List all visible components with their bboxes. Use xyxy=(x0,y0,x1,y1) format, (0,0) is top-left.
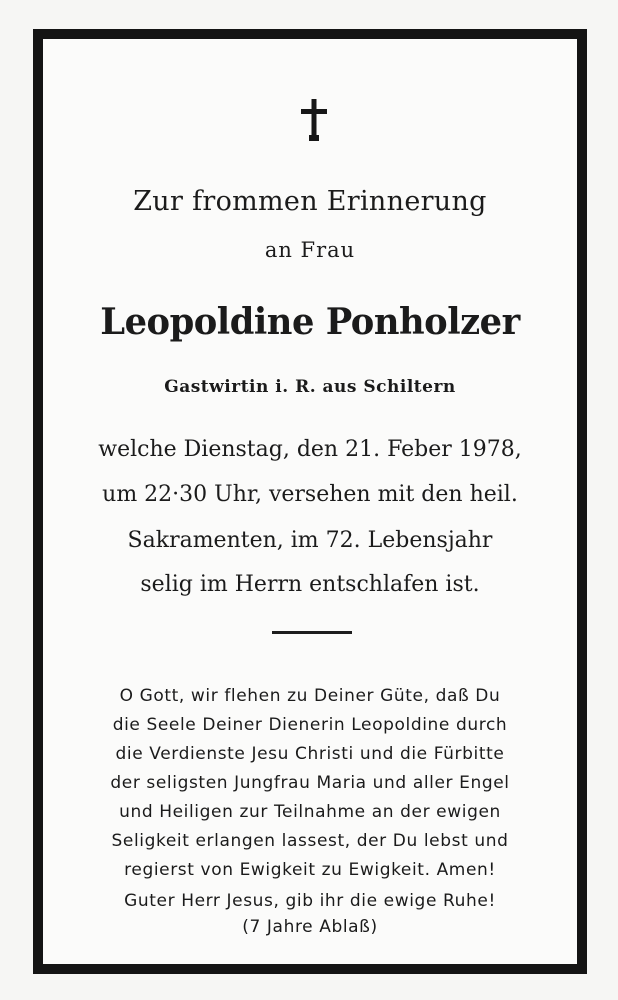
prayer-line: die Seele Deiner Dienerin Leopoldine durch xyxy=(112,715,508,735)
cross-icon xyxy=(301,99,327,141)
prayer-line: Guter Herr Jesus, gib ihr die ewige Ruhe! xyxy=(124,891,496,911)
addressee-line: an Frau xyxy=(264,238,356,262)
prayer-line: der seligsten Jungfrau Maria und aller Engel xyxy=(110,773,510,793)
indulgence-note: (7 Jahre Ablaß) xyxy=(242,917,378,937)
prayer-line: regierst von Ewigkeit zu Ewigkeit. Amen! xyxy=(124,860,496,880)
prayer-line: Seligkeit erlangen lassest, der Du lebst und xyxy=(111,831,509,851)
black-border-frame xyxy=(33,29,587,974)
notice-line: selig im Herrn entschlafen ist. xyxy=(140,572,480,597)
prayer-line: die Verdienste Jesu Christi und die Fürbitte xyxy=(115,744,505,764)
occupation-line: Gastwirtin i. R. aus Schiltern xyxy=(164,377,456,397)
notice-line: Sakramenten, im 72. Lebensjahr xyxy=(127,528,493,553)
notice-line: um 22·30 Uhr, versehen mit den heil. xyxy=(102,482,518,507)
memorial-heading: Zur frommen Erinnerung xyxy=(133,186,487,217)
deceased-name: Leopoldine Ponholzer xyxy=(100,301,520,343)
prayer-line: und Heiligen zur Teilnahme an der ewigen xyxy=(119,802,501,822)
prayer-line: O Gott, wir flehen zu Deiner Güte, daß Du xyxy=(119,686,501,706)
notice-line: welche Dienstag, den 21. Feber 1978, xyxy=(98,437,522,462)
section-divider xyxy=(272,631,352,634)
